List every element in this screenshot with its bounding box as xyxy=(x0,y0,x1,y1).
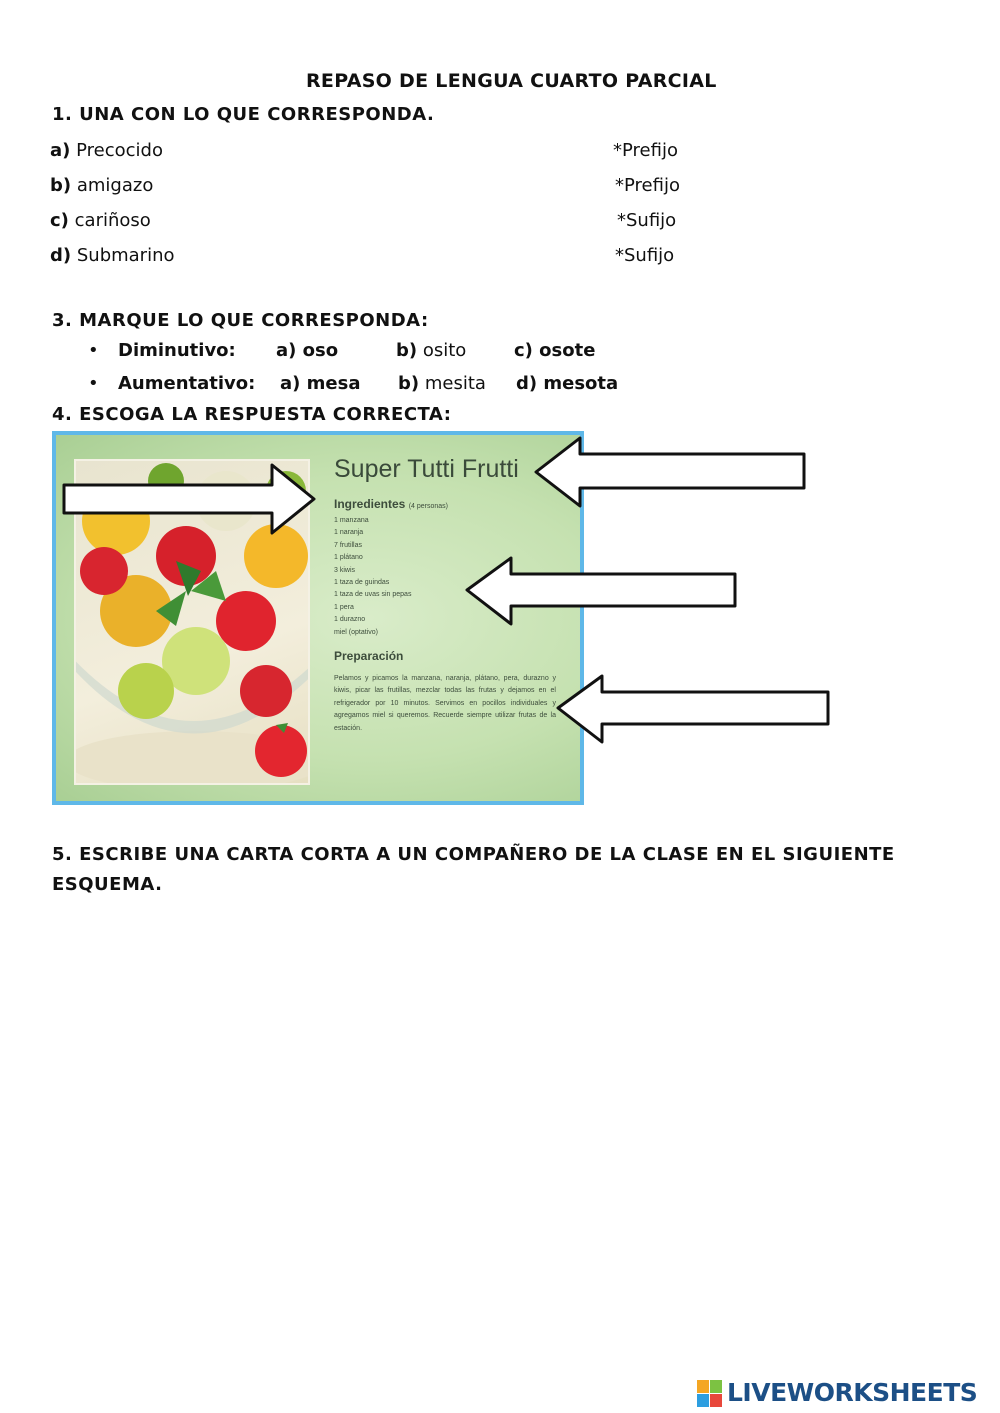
list-item: miel (optativo) xyxy=(334,628,378,636)
q3-option-b-mesita[interactable] xyxy=(398,373,486,394)
q1-answer-d[interactable]: *Sufijo xyxy=(615,245,675,266)
list-item: 1 durazno xyxy=(334,616,366,624)
liveworksheets-logo-icon xyxy=(697,1380,723,1408)
q1-answer-c[interactable]: *Sufijo xyxy=(617,210,677,231)
q3-option-b-osito[interactable] xyxy=(396,340,466,361)
q1-answer-b[interactable]: *Prefijo xyxy=(615,175,680,196)
arrow-left-icon[interactable] xyxy=(532,436,808,508)
recipe-title: Super Tutti Frutti xyxy=(334,455,519,483)
q3-option-letter: b) xyxy=(396,340,418,361)
q1-answer-a[interactable]: *Prefijo xyxy=(613,140,678,161)
q4-heading: 4. ESCOGA LA RESPUESTA CORRECTA: xyxy=(52,404,452,425)
q1-item-letter: b) xyxy=(50,175,72,196)
ingredients-list xyxy=(334,515,411,639)
q1-item-word: Submarino xyxy=(76,245,175,266)
list-item: 1 taza de guindas xyxy=(334,579,390,587)
q3-option-a-oso[interactable]: a) oso xyxy=(276,340,339,361)
q3-row-label-diminutivo: Diminutivo: xyxy=(118,340,236,361)
q1-item-letter: a) xyxy=(50,140,71,161)
q3-bullet: • xyxy=(88,340,99,361)
arrow-left-icon[interactable] xyxy=(554,674,832,744)
q3-heading: 3. MARQUE LO QUE CORRESPONDA: xyxy=(52,310,429,331)
liveworksheets-logo-text: LIVEWORKSHEETS xyxy=(727,1378,978,1407)
q1-item-letter: c) xyxy=(50,210,69,231)
list-item: 3 kiwis xyxy=(334,566,356,574)
q1-heading: 1. UNA CON LO QUE CORRESPONDA. xyxy=(52,104,435,125)
list-item: 7 frutillas xyxy=(334,541,363,549)
ingredients-note: (4 personas) xyxy=(408,503,448,510)
q3-option-c-osote[interactable]: c) osote xyxy=(514,340,596,361)
page-title: REPASO DE LENGUA CUARTO PARCIAL xyxy=(306,70,717,92)
list-item: 1 plátano xyxy=(334,554,363,562)
q3-option-letter: b) xyxy=(398,373,420,394)
q3-bullet: • xyxy=(88,373,99,394)
q3-option-a-mesa[interactable]: a) mesa xyxy=(280,373,361,394)
list-item: 1 manzana xyxy=(334,517,369,524)
q1-item-a xyxy=(50,140,163,161)
preparation-text: Pelamos y picamos la manzana, naranja, plátano, pera, durazno y kiwis, picar las frutillas, mezclar todas las frutas y dejamos en el refrigerador por 10 minutos. Servimos en pocillos individuales y agregamos miel si queremos. Recuerde siempre utilizar frutas de la estación. xyxy=(334,675,556,732)
q1-item-c xyxy=(50,210,151,231)
q5-heading-line2: ESQUEMA. xyxy=(52,874,163,895)
q1-item-word: amigazo xyxy=(76,175,154,196)
q1-item-b xyxy=(50,175,153,196)
arrow-left-icon[interactable] xyxy=(463,556,739,626)
list-item: 1 taza de uvas sin pepas xyxy=(334,591,412,599)
q3-option-word: osito xyxy=(422,340,467,361)
list-item: 1 naranja xyxy=(334,529,364,537)
q1-item-word: Precocido xyxy=(76,140,163,161)
q3-option-word: mesita xyxy=(424,373,486,394)
list-item: 1 pera xyxy=(334,603,354,611)
q1-item-letter: d) xyxy=(50,245,72,266)
arrow-right-icon[interactable] xyxy=(62,463,318,535)
q1-item-d xyxy=(50,245,175,266)
ingredients-heading xyxy=(334,497,448,511)
q1-item-word: cariñoso xyxy=(74,210,151,231)
q3-option-d-mesota[interactable]: d) mesota xyxy=(516,373,619,394)
q5-heading-line1: 5. ESCRIBE UNA CARTA CORTA A UN COMPAÑERO DE LA CLASE EN EL SIGUIENTE xyxy=(52,844,895,865)
q3-row-label-aumentativo: Aumentativo: xyxy=(118,373,256,394)
preparation-heading: Preparación xyxy=(334,649,404,663)
ingredients-label: Ingredientes xyxy=(334,497,406,511)
